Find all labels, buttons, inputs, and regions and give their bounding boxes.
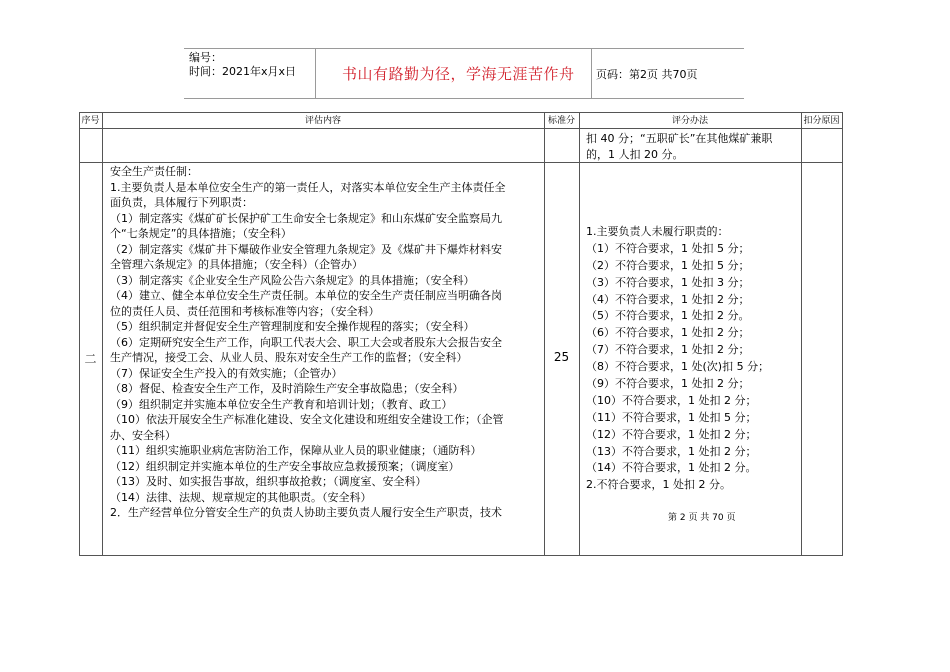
page-footer: 第 2 页 共 70 页 — [668, 513, 736, 523]
method-line: 扣 40 分；“五职矿长”在其他煤矿兼职 — [586, 132, 773, 145]
time-label: 时间：2021年x月x日 — [189, 65, 297, 78]
content-line: （6）定期研究安全生产工作，向职工代表大会、职工大会或者股东大会报告安全 — [110, 335, 502, 349]
col-header-method: 评分办法 — [671, 116, 708, 126]
method-line: 的，1 人扣 20 分。 — [586, 147, 684, 161]
content-line: （11）组织实施职业病危害防治工作，保障从业人员的职业健康；（通防科） — [110, 444, 482, 457]
row2-score: 25 — [553, 350, 570, 364]
document-header — [184, 48, 744, 99]
content-line: （8）督促、检查安全生产工作，及时消除生产安全事故隐患；（安全科） — [110, 382, 464, 395]
serial-label: 编号： — [189, 51, 222, 64]
content-line: 面负责，具体履行下列职责： — [110, 196, 253, 209]
col-header-reason: 扣分原因 — [803, 116, 840, 126]
content-line: （4）建立、健全本单位安全生产责任制。本单位的安全生产责任制应当明确各岗 — [110, 289, 502, 302]
method-line: （11）不符合要求，1 处扣 5 分； — [586, 410, 757, 424]
header-divider — [315, 49, 316, 98]
method-line: （6）不符合要求，1 处扣 2 分； — [586, 326, 750, 340]
col-header-content: 评估内容 — [304, 116, 341, 126]
content-line: 位的责任人员、责任范围和考核标准等内容；（安全科） — [110, 304, 380, 318]
row2-content — [110, 164, 506, 521]
col-header-score: 标准分 — [547, 116, 575, 126]
method-line: 2.不符合要求，1 处扣 2 分。 — [586, 478, 731, 492]
method-line: （1）不符合要求，1 处扣 5 分； — [586, 241, 750, 255]
content-line: 2．生产经营单位分管安全生产的负责人协助主要负责人履行安全生产职责，技术 — [110, 506, 502, 519]
method-line: （5）不符合要求，1 处扣 2 分。 — [586, 309, 750, 323]
method-line: （12）不符合要求，1 处扣 2 分； — [586, 427, 757, 441]
content-line: 个“七条规定”的具体措施；（安全科） — [110, 227, 292, 240]
method-line: （9）不符合要求，1 处扣 2 分； — [586, 377, 750, 391]
header-divider — [591, 49, 592, 98]
content-line: （9）组织制定并实施本单位安全生产教育和培训计划；（教育、政工） — [110, 397, 453, 411]
content-line: （2）制定落实《煤矿井下爆破作业安全管理九条规定》及《煤矿井下爆炸材料安 — [110, 242, 502, 256]
method-line: （2）不符合要求，1 处扣 5 分； — [586, 258, 750, 272]
method-line: 1.主要负责人未履行职责的： — [586, 225, 729, 238]
method-line: （8）不符合要求，1 处(次)扣 5 分； — [586, 360, 770, 374]
header-meta — [189, 51, 296, 79]
header-page-number: 页码：第2页 共70页 — [596, 68, 698, 81]
content-line: （12）组织制定并实施本单位的生产安全事故应急救援预案；（调度室） — [110, 459, 460, 473]
method-line: （7）不符合要求，1 处扣 2 分； — [586, 343, 750, 357]
method-line: （14）不符合要求，1 处扣 2 分。 — [586, 461, 757, 475]
row1-method — [586, 131, 772, 162]
content-line: 1.主要负责人是本单位安全生产的第一责任人，对落实本单位安全生产主体责任全 — [110, 180, 506, 194]
content-line: （7）保证安全生产投入的有效实施；（企管办） — [110, 366, 343, 380]
content-line: 生产情况，接受工会、从业人员、股东对安全生产工作的监督；（安全科） — [110, 351, 468, 364]
content-line: （1）制定落实《煤矿矿长保护矿工生命安全七条规定》和山东煤矿安全监察局九 — [110, 211, 502, 225]
method-line: （3）不符合要求，1 处扣 3 分； — [586, 275, 750, 289]
content-line: 安全生产责任制： — [110, 165, 198, 178]
header-motto: 书山有路勤为径，学海无涯苦作舟 — [342, 65, 575, 83]
content-line: （10）依法开展安全生产标准化建设、安全文化建设和班组安全建设工作；（企管 — [110, 413, 504, 426]
content-line: （3）制定落实《企业安全生产风险公告六条规定》的具体措施；（安全科） — [110, 273, 475, 287]
content-line: （5）组织制定并督促安全生产管理制度和安全操作规程的落实；（安全科） — [110, 320, 475, 333]
row2-seq: 二 — [84, 352, 97, 366]
content-line: 全管理六条规定》的具体措施；（安全科）（企管办） — [110, 258, 363, 271]
row2-method — [586, 224, 769, 494]
content-line: （13）及时、如实报告事故，组织事故抢救；（调度室、安全科） — [110, 475, 427, 488]
col-header-seq: 序号 — [81, 116, 100, 126]
method-line: （13）不符合要求，1 处扣 2 分； — [586, 444, 757, 458]
method-line: （4）不符合要求，1 处扣 2 分； — [586, 292, 750, 306]
content-line: （14）法律、法规、规章规定的其他职责。（安全科） — [110, 490, 372, 504]
content-line: 办、安全科） — [110, 428, 176, 442]
evaluation-table — [79, 112, 843, 556]
method-line: （10）不符合要求，1 处扣 2 分； — [586, 393, 757, 407]
